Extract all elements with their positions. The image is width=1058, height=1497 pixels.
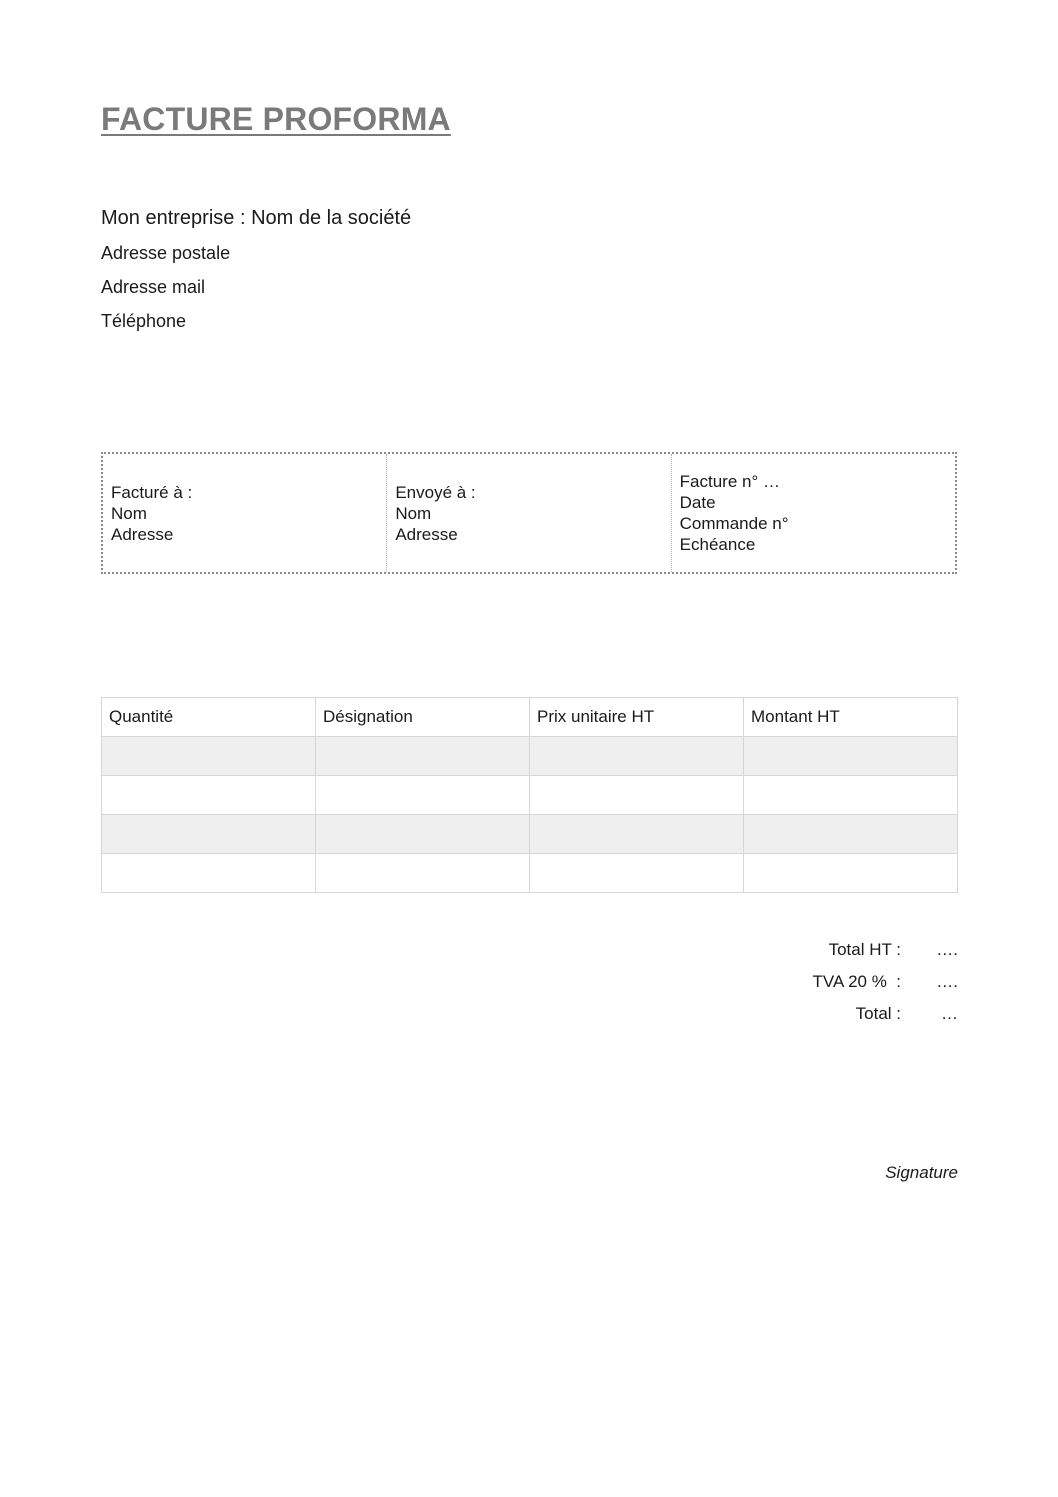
order-number: Commande n° xyxy=(679,514,789,533)
table-cell xyxy=(102,737,316,776)
subtotal-row xyxy=(812,938,958,970)
table-cell xyxy=(102,815,316,854)
subtotal-value: …. xyxy=(936,940,958,959)
company-name: Mon entreprise : Nom de la société xyxy=(101,207,412,229)
table-cell xyxy=(102,854,316,893)
company-email: Adresse mail xyxy=(101,277,206,297)
shipped-to-column xyxy=(386,454,670,572)
table-cell xyxy=(530,776,744,815)
vat-row xyxy=(812,970,958,1002)
invoice-details-column xyxy=(671,454,955,572)
table-cell xyxy=(316,854,530,893)
company-address: Adresse postale xyxy=(101,243,231,263)
header-quantity: Quantité xyxy=(102,698,316,737)
signature-label: Signature xyxy=(885,1163,958,1182)
table-cell xyxy=(102,776,316,815)
total-row xyxy=(812,1002,958,1034)
table-cell xyxy=(530,815,744,854)
due-date: Echéance xyxy=(679,535,756,554)
table-cell xyxy=(530,737,744,776)
invoice-date: Date xyxy=(679,493,716,512)
table-cell xyxy=(744,815,958,854)
table-cell xyxy=(744,854,958,893)
table-cell xyxy=(744,737,958,776)
table-header-row xyxy=(102,698,958,737)
shipped-to-address: Adresse xyxy=(395,524,458,544)
billed-to-column xyxy=(103,454,386,572)
vat-label: TVA 20 % : xyxy=(812,972,901,991)
items-table xyxy=(101,697,958,893)
company-phone: Téléphone xyxy=(101,311,187,331)
table-row xyxy=(102,815,958,854)
table-cell xyxy=(744,776,958,815)
billed-to-name: Nom xyxy=(111,503,147,523)
invoice-number: Facture n° … xyxy=(679,472,780,491)
invoice-info-box xyxy=(101,452,957,574)
total-value: … xyxy=(941,1004,958,1023)
company-block xyxy=(101,205,411,343)
shipped-to-heading: Envoyé à : xyxy=(395,482,476,502)
table-cell xyxy=(316,776,530,815)
total-label: Total : xyxy=(855,1004,901,1023)
document-title: FACTURE PROFORMA xyxy=(101,101,451,137)
header-amount: Montant HT xyxy=(744,698,958,737)
shipped-to-name: Nom xyxy=(395,503,432,523)
table-cell xyxy=(530,854,744,893)
billed-to-address: Adresse xyxy=(111,524,174,544)
subtotal-label: Total HT : xyxy=(828,940,901,959)
vat-value: …. xyxy=(936,972,958,991)
header-unit-price: Prix unitaire HT xyxy=(530,698,744,737)
table-row xyxy=(102,854,958,893)
table-row xyxy=(102,776,958,815)
table-cell xyxy=(316,815,530,854)
totals-block xyxy=(812,938,958,1034)
billed-to-heading: Facturé à : xyxy=(111,482,193,502)
table-row xyxy=(102,737,958,776)
table-cell xyxy=(316,737,530,776)
header-designation: Désignation xyxy=(316,698,530,737)
